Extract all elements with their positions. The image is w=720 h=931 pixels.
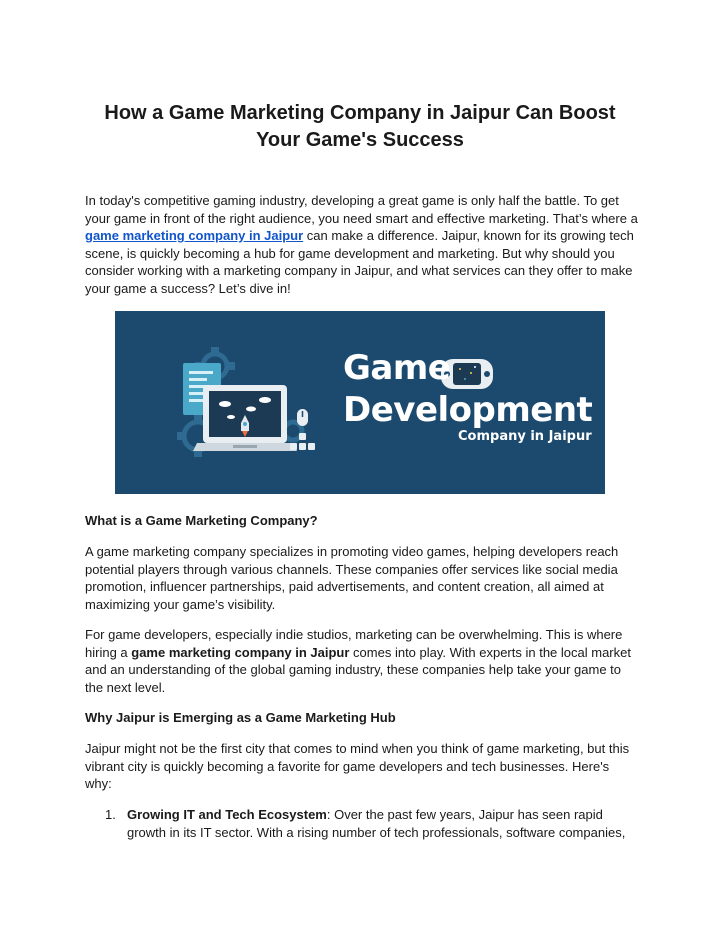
s1p1-line-2: potential players through various channels. These companies offer services like social media — [85, 561, 618, 577]
s1p1-line-4: maximizing your game’s visibility. — [85, 596, 276, 612]
section-heading-what-is: What is a Game Marketing Company? — [85, 513, 318, 528]
list-item-number: 1. — [105, 807, 116, 822]
game-development-banner — [115, 311, 605, 494]
game-marketing-company-link[interactable]: game marketing company in Jaipur — [85, 228, 304, 243]
s2p1-line-1: Jaipur might not be the first city that comes to mind when you think of game marketing, but this — [85, 741, 630, 756]
intro-line-3 — [85, 227, 645, 245]
page-title — [60, 100, 660, 154]
banner-title-line-2: Development — [343, 390, 593, 430]
s1p2-line-2-start: hiring a — [85, 644, 132, 660]
title-line-2: Your Game's Success — [256, 129, 464, 151]
list-item-line-2: growth in its IT sector. With a rising number of tech professionals, software companies, — [127, 824, 626, 840]
s1p1-line-3: promotion, influencer partnerships, paid advertisements, and content creation, all aimed at — [85, 579, 604, 594]
section1-paragraph-2 — [85, 626, 645, 696]
intro-line-5: consider working with a marketing company in Jaipur, and what services can they offer to make — [85, 263, 633, 278]
banner-subtitle: Company in Jaipur — [458, 429, 592, 444]
list-item-line-1-rest: : Over the past few years, Jaipur has seen rapid — [326, 807, 603, 822]
intro-paragraph — [85, 192, 645, 297]
s1p2-line-4: the next level. — [85, 679, 166, 695]
title-line-1: How a Game Marketing Company in Jaipur Can Boost — [104, 102, 616, 124]
section2-paragraph-1 — [85, 740, 645, 793]
s2p1-line-2: vibrant city is quickly becoming a favorite for game developers and tech businesses. Here's — [85, 758, 610, 774]
list-item-line-1 — [127, 806, 647, 824]
section-heading-why-jaipur: Why Jaipur is Emerging as a Game Marketing Hub — [85, 710, 396, 725]
mouse-icon — [297, 409, 308, 426]
s1p1-line-1: A game marketing company specializes in promoting video games, helping developers reach — [85, 544, 619, 559]
s1p2-line-1: For game developers, especially indie studios, marketing can be overwhelming. This is where — [85, 627, 623, 642]
s1p2-line-2-end: comes into play. With experts in the local market — [349, 644, 631, 660]
section1-paragraph-1 — [85, 543, 645, 613]
list-item-title: Growing IT and Tech Ecosystem — [127, 807, 327, 822]
s2p1-line-3: why: — [85, 776, 112, 791]
intro-line-4: scene, is quickly becoming a hub for game development and marketing. But why should you — [85, 245, 615, 261]
bold-keyword: game marketing company in Jaipur — [131, 644, 350, 660]
intro-line-6: your game a success? Let’s dive in! — [85, 280, 291, 296]
intro-line-3-rest: can make a difference. Jaipur, known for its growing tech — [303, 228, 634, 243]
intro-line-1: In today's competitive gaming industry, developing a great game is only half the battle. To get — [85, 193, 619, 208]
banner-title-line-1: Game — [343, 348, 451, 388]
s1p2-line-3: and an understanding of the global gaming industry, these companies help take your game to — [85, 662, 621, 677]
list-item-body — [127, 806, 647, 841]
s1p2-line-2 — [85, 644, 645, 662]
intro-line-2: your game in front of the right audience, you need smart and effective marketing. That’s where a — [85, 210, 638, 226]
